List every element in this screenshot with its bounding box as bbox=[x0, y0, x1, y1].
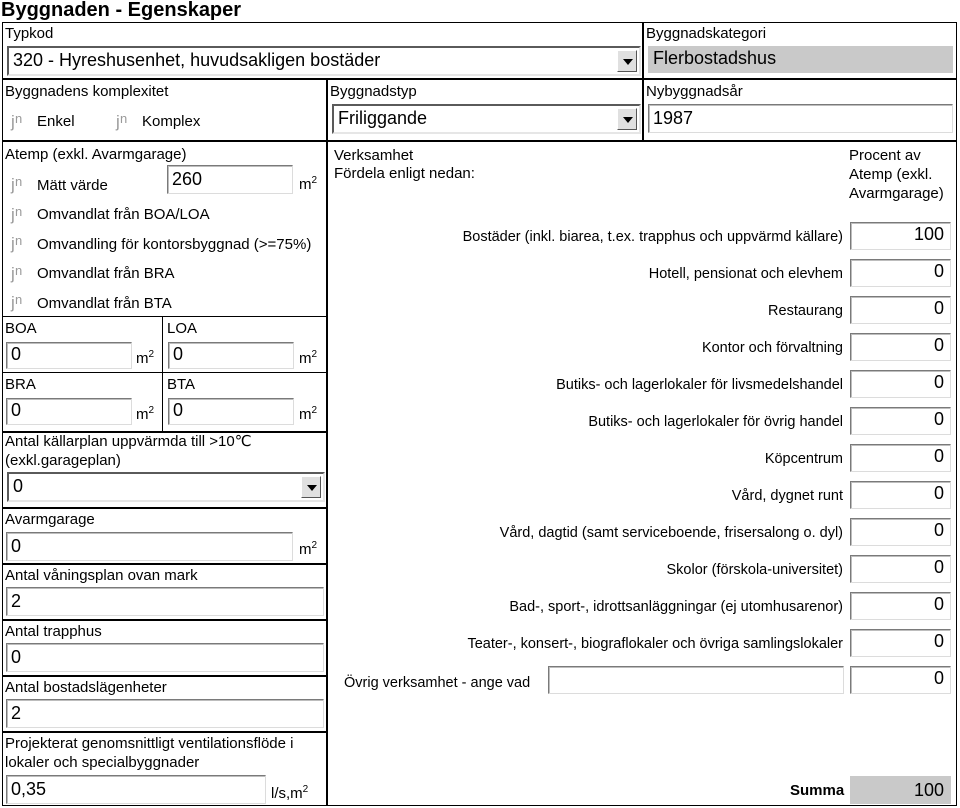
verksamhet-row-label: Bad-, sport-, idrottsanläggningar (ej utomhusarenor) bbox=[509, 599, 843, 615]
komplexitet-section bbox=[2, 79, 327, 141]
unit-text: m bbox=[136, 350, 149, 367]
radio-komplex-label: Komplex bbox=[142, 113, 201, 130]
ovrig-value-input[interactable]: 0 bbox=[850, 666, 951, 694]
bta-cell bbox=[163, 372, 327, 431]
verksamhet-row-input[interactable]: 0 bbox=[850, 481, 951, 509]
verksamhet-row-label: Skolor (förskola-universitet) bbox=[666, 562, 843, 578]
bta-input[interactable]: 0 bbox=[168, 398, 294, 425]
atemp-section bbox=[2, 141, 327, 432]
kallarplan-label-1: Antal källarplan uppvärmda till >10℃ bbox=[5, 433, 252, 450]
byggnadskategori-label: Byggnadskategori bbox=[646, 25, 767, 42]
radio-bta-label: Omvandlat från BTA bbox=[37, 295, 172, 312]
typkod-label: Typkod bbox=[5, 25, 54, 42]
byggnadstyp-label: Byggnadstyp bbox=[330, 83, 417, 100]
verksamhet-row-input[interactable]: 0 bbox=[850, 296, 951, 324]
verksamhet-row-label: Hotell, pensionat och elevhem bbox=[648, 266, 843, 282]
verksamhet-row-input[interactable]: 0 bbox=[850, 370, 951, 398]
verksamhet-row-input[interactable]: 0 bbox=[850, 333, 951, 361]
verksamhet-row-label: Butiks- och lagerlokaler för övrig handel bbox=[588, 414, 843, 430]
bra-unit bbox=[136, 405, 154, 423]
summa-field: 100 bbox=[850, 776, 951, 804]
radio-bta[interactable] bbox=[9, 292, 27, 314]
avarmgarage-section bbox=[2, 508, 327, 564]
verksamhet-row-input[interactable]: 100 bbox=[850, 222, 951, 250]
unit-exp: 2 bbox=[148, 405, 155, 416]
bostadslagenheter-section bbox=[2, 676, 327, 732]
byggnadskategori-field: Flerbostadshus bbox=[648, 46, 953, 73]
verksamhet-row-input[interactable]: 0 bbox=[850, 407, 951, 435]
kallarplan-label-2: (exkl.garageplan) bbox=[5, 452, 121, 469]
nybyggnadsar-section bbox=[643, 79, 957, 141]
chevron-down-icon[interactable] bbox=[301, 476, 321, 498]
bra-input[interactable]: 0 bbox=[6, 398, 132, 425]
byggnadstyp-select[interactable] bbox=[332, 104, 641, 134]
atemp-unit bbox=[299, 175, 317, 193]
radio-matt-varde[interactable] bbox=[9, 174, 27, 196]
komplexitet-label: Byggnadens komplexitet bbox=[5, 83, 169, 100]
verksamhet-row-label: Teater-, konsert-, biograflokaler och övriga samlingslokaler bbox=[467, 636, 843, 652]
kallarplan-value: 0 bbox=[13, 476, 24, 496]
bostadslagenheter-label: Antal bostadslägenheter bbox=[5, 679, 167, 696]
page-title: Byggnaden - Egenskaper bbox=[1, 0, 242, 21]
unit-text: m bbox=[299, 176, 312, 193]
unit-exp: 2 bbox=[302, 784, 309, 795]
ventilation-section bbox=[2, 732, 327, 806]
chevron-down-icon[interactable] bbox=[617, 50, 637, 72]
verksamhet-row-label: Bostäder (inkl. biarea, t.ex. trapphus och uppvärmd källare) bbox=[462, 229, 843, 245]
trapphus-label: Antal trapphus bbox=[5, 623, 102, 640]
radio-kontor[interactable] bbox=[9, 233, 27, 255]
radio-bra[interactable] bbox=[9, 263, 27, 285]
ovrig-text-input[interactable] bbox=[548, 666, 844, 694]
loa-label: LOA bbox=[167, 320, 198, 337]
summa-label: Summa bbox=[790, 782, 845, 799]
verksamhet-row-input[interactable]: 0 bbox=[850, 259, 951, 287]
bta-unit bbox=[299, 405, 317, 423]
radio-kontor-label: Omvandling för kontorsbyggnad (>=75%) bbox=[37, 236, 312, 253]
radio-komplex[interactable] bbox=[114, 111, 132, 133]
bostadslagenheter-input[interactable]: 2 bbox=[6, 699, 324, 728]
typkod-section bbox=[2, 22, 643, 79]
verksamhet-row-input[interactable]: 0 bbox=[850, 518, 951, 546]
radio-matt-varde-label: Mätt värde bbox=[37, 177, 108, 194]
verksamhet-row-input[interactable]: 0 bbox=[850, 555, 951, 583]
trapphus-input[interactable]: 0 bbox=[6, 643, 324, 672]
avarmgarage-input[interactable]: 0 bbox=[6, 532, 293, 561]
verksamhet-row-label: Vård, dygnet runt bbox=[731, 488, 843, 504]
radio-enkel[interactable] bbox=[9, 111, 27, 133]
vaningsplan-section bbox=[2, 564, 327, 620]
ovrig-label: Övrig verksamhet - ange vad bbox=[344, 675, 531, 691]
procent-label-2: Atemp (exkl. bbox=[849, 166, 933, 183]
vaningsplan-input[interactable]: 2 bbox=[6, 587, 324, 616]
vaningsplan-label: Antal våningsplan ovan mark bbox=[5, 567, 198, 584]
chevron-down-icon[interactable] bbox=[617, 108, 637, 130]
bra-label: BRA bbox=[5, 376, 36, 393]
byggnadstyp-value: Friliggande bbox=[338, 108, 428, 128]
atemp-input[interactable]: 260 bbox=[167, 165, 293, 194]
typkod-value: 320 - Hyreshusenhet, huvudsakligen bostäder bbox=[13, 50, 381, 70]
boa-label: BOA bbox=[5, 320, 37, 337]
atemp-label: Atemp (exkl. Avarmgarage) bbox=[5, 146, 187, 163]
procent-label-3: Avarmgarage) bbox=[849, 185, 944, 202]
verksamhet-row-label: Köpcentrum bbox=[764, 451, 843, 467]
nybyggnadsar-input[interactable]: 1987 bbox=[648, 104, 953, 133]
verksamhet-row-label: Restaurang bbox=[768, 303, 843, 319]
ventilation-unit bbox=[271, 784, 308, 802]
verksamhet-row-input[interactable]: 0 bbox=[850, 592, 951, 620]
trapphus-section bbox=[2, 620, 327, 676]
loa-cell bbox=[163, 316, 327, 372]
ventilation-input[interactable]: 0,35 bbox=[6, 775, 266, 804]
typkod-select[interactable] bbox=[7, 46, 641, 76]
unit-text: m bbox=[299, 406, 312, 423]
byggnadstyp-section bbox=[327, 79, 643, 141]
verksamhet-row-input[interactable]: 0 bbox=[850, 444, 951, 472]
kallarplan-section bbox=[2, 432, 327, 508]
unit-exp: 2 bbox=[148, 349, 155, 360]
unit-text: l/s,m bbox=[271, 785, 303, 802]
unit-exp: 2 bbox=[311, 405, 318, 416]
unit-text: m bbox=[299, 350, 312, 367]
verksamhet-row-input[interactable]: 0 bbox=[850, 629, 951, 657]
radio-boa-loa-label: Omvandlat från BOA/LOA bbox=[37, 206, 210, 223]
byggnadskategori-section bbox=[643, 22, 957, 79]
avarmgarage-unit bbox=[299, 540, 317, 558]
verksamhet-sublabel: Fördela enligt nedan: bbox=[334, 165, 475, 182]
loa-unit bbox=[299, 349, 317, 367]
kallarplan-select[interactable] bbox=[7, 472, 325, 502]
verksamhet-label: Verksamhet bbox=[334, 147, 414, 164]
radio-bra-label: Omvandlat från BRA bbox=[37, 265, 175, 282]
boa-cell bbox=[3, 316, 163, 372]
unit-exp: 2 bbox=[311, 349, 318, 360]
bta-label: BTA bbox=[167, 376, 196, 393]
ventilation-label-1: Projekterat genomsnittligt ventilationsflöde i bbox=[5, 735, 294, 752]
avarmgarage-label: Avarmgarage bbox=[5, 511, 95, 528]
ventilation-label-2: lokaler och specialbyggnader bbox=[5, 754, 200, 771]
verksamhet-row-label: Vård, dagtid (samt serviceboende, frisersalong o. dyl) bbox=[499, 525, 843, 541]
loa-input[interactable]: 0 bbox=[168, 342, 294, 369]
radio-enkel-label: Enkel bbox=[37, 113, 75, 130]
verksamhet-row-label: Butiks- och lagerlokaler för livsmedelshandel bbox=[556, 377, 843, 393]
radio-boa-loa[interactable] bbox=[9, 204, 27, 226]
unit-text: m bbox=[299, 541, 312, 558]
unit-text: m bbox=[136, 406, 149, 423]
procent-label-1: Procent av bbox=[849, 147, 921, 164]
boa-unit bbox=[136, 349, 154, 367]
verksamhet-row-label: Kontor och förvaltning bbox=[701, 340, 843, 356]
bra-cell bbox=[3, 372, 163, 431]
nybyggnadsar-label: Nybyggnadsår bbox=[646, 83, 743, 100]
unit-exp: 2 bbox=[311, 175, 318, 186]
unit-exp: 2 bbox=[311, 540, 318, 551]
verksamhet-section bbox=[327, 141, 957, 806]
boa-input[interactable]: 0 bbox=[6, 342, 132, 369]
